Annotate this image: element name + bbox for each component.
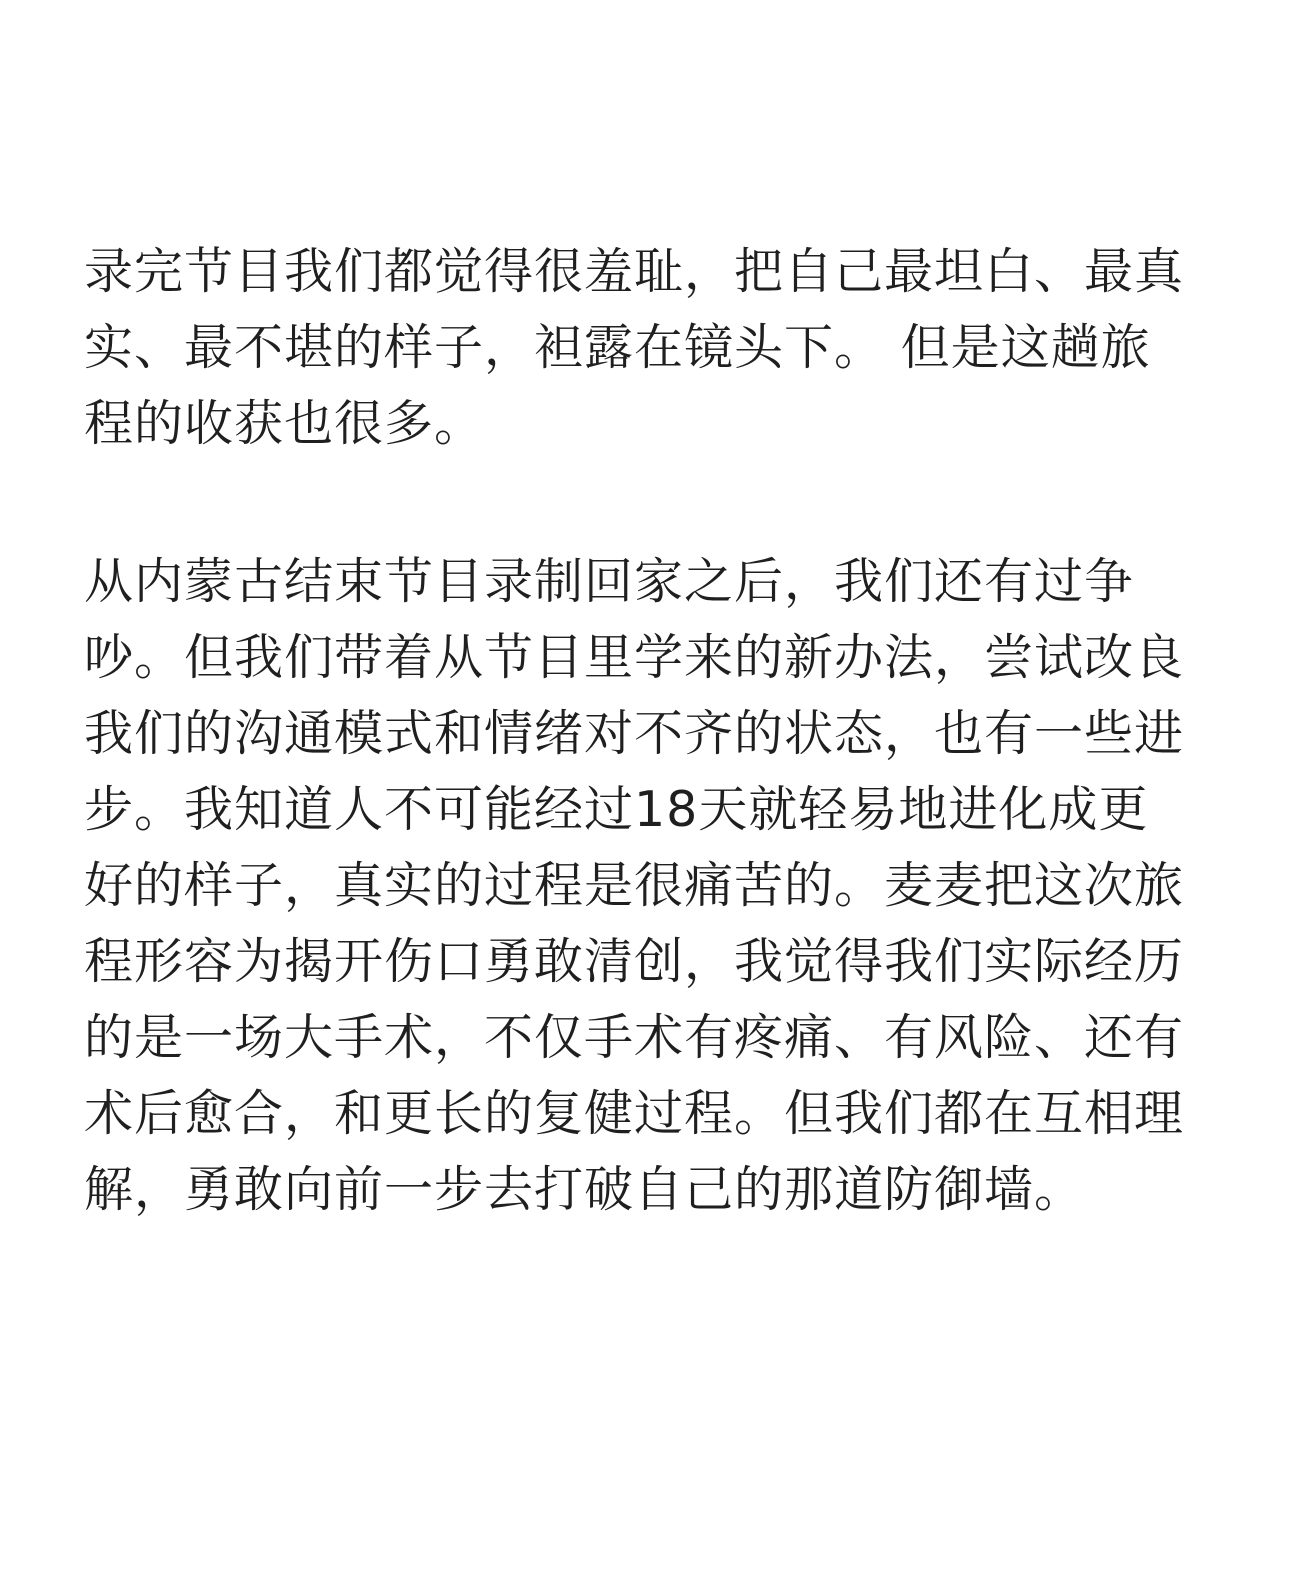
paragraph-line: 实、最不堪的样子，袒露在镜头下。 但是这趟旅 <box>84 319 1151 376</box>
paragraph-line: 解，勇敢向前一步去打破自己的那道防御墙。 <box>84 1161 1085 1218</box>
paragraph-line: 术后愈合，和更长的复健过程。但我们都在互相理 <box>84 1085 1185 1142</box>
paragraph-line: 吵。但我们带着从节目里学来的新办法，尝试改良 <box>84 629 1185 686</box>
paragraph-line: 程形容为揭开伤口勇敢清创，我觉得我们实际经历 <box>84 933 1185 990</box>
paragraph-line: 步。我知道人不可能经过18天就轻易地进化成更 <box>84 781 1149 838</box>
paragraph-line: 我们的沟通模式和情绪对不齐的状态，也有一些进 <box>84 705 1185 762</box>
paragraph-1 <box>84 234 1194 462</box>
paragraph-line: 的是一场大手术，不仅手术有疼痛、有风险、还有 <box>84 1009 1185 1066</box>
paragraph-line: 录完节目我们都觉得很羞耻，把自己最坦白、最真 <box>84 243 1185 300</box>
paragraph-2 <box>84 544 1194 1228</box>
paragraph-line: 从内蒙古结束节目录制回家之后，我们还有过争 <box>84 553 1135 610</box>
paragraph-line: 程的收获也很多。 <box>84 395 485 452</box>
paragraph-line: 好的样子，真实的过程是很痛苦的。麦麦把这次旅 <box>84 857 1185 914</box>
